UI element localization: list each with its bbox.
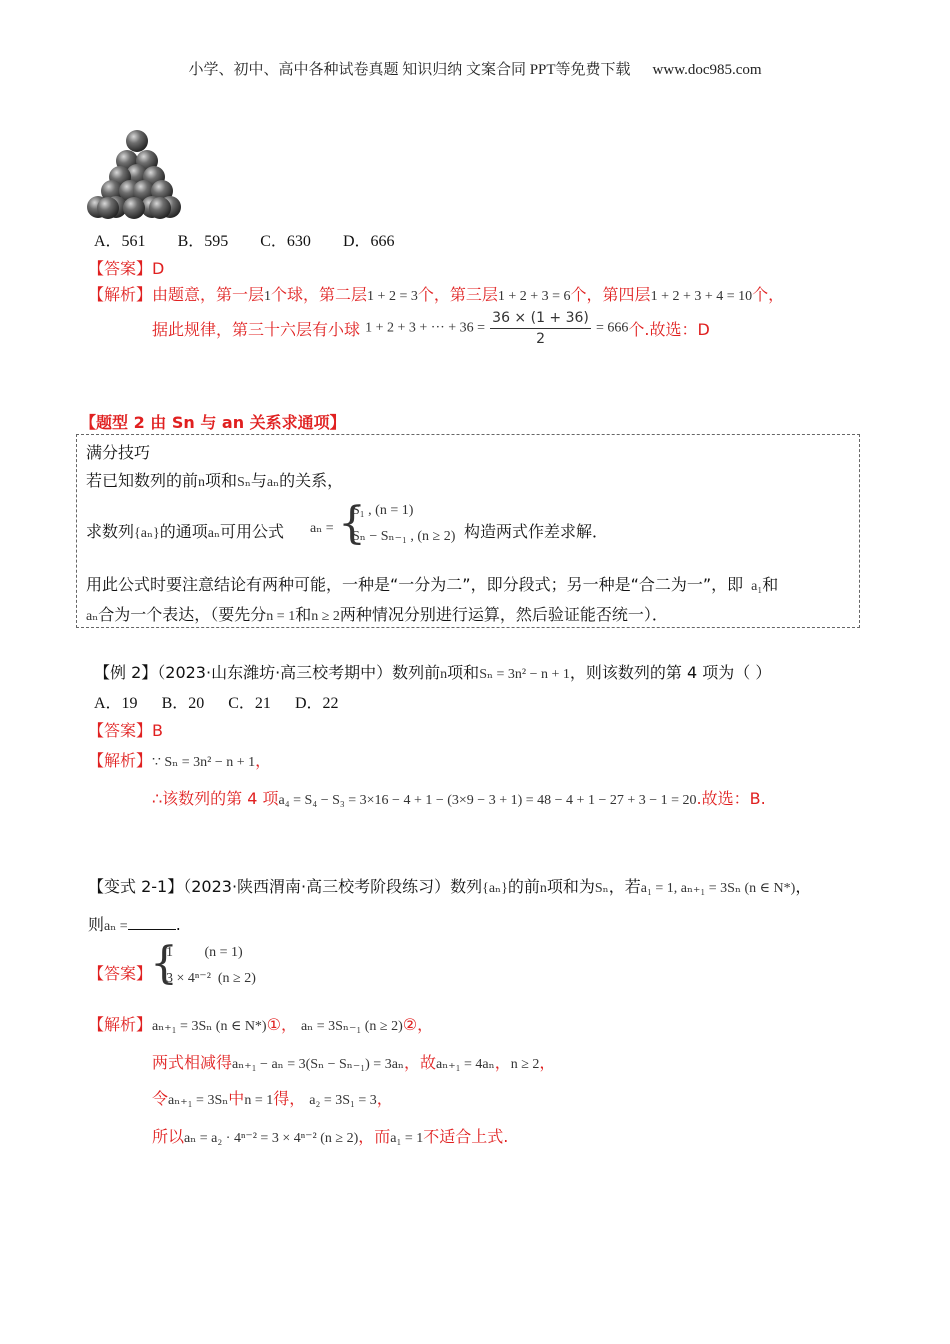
var21-text: 【变式 2-1】（2023·陕西渭南·高三校考阶段练习）数列	[88, 877, 483, 896]
q1-text: 个球，第二层	[271, 285, 368, 304]
ex2-option-c[interactable]: C．21	[228, 695, 271, 712]
tip-text: 求数列	[86, 522, 135, 541]
q1-option-b[interactable]: B．595	[177, 233, 229, 250]
ex2-analysis-line2	[152, 786, 766, 809]
q1-text: 由题意，第一层	[152, 285, 265, 304]
var21-math: aₙ₊₁ = 3Sₙ (n ∈ N*)	[152, 1019, 267, 1034]
var21-text: 得，	[273, 1089, 306, 1108]
var21-math: aₙ = a₂ · 4ⁿ⁻² = 3 × 4ⁿ⁻² (n ≥ 2)	[184, 1131, 359, 1146]
var21-text: 中	[228, 1089, 245, 1108]
q1-answer-value: D	[152, 259, 165, 278]
tip-formula-case1: S₁ , (n = 1)	[352, 503, 414, 518]
tip-line2-post: 构造两式作差求解．	[464, 522, 609, 541]
ex2-title	[94, 660, 771, 683]
ex2-text: 项和	[447, 663, 480, 682]
q1-answer	[88, 256, 164, 279]
var21-math: n ≥ 2	[510, 1057, 540, 1072]
var21-title	[88, 874, 811, 897]
tip-formula-brace: {	[338, 498, 366, 549]
var21-text: 所以	[152, 1127, 185, 1146]
q1-option-a[interactable]: A．561	[94, 233, 146, 250]
q1-math: 1 + 2 = 3	[367, 289, 418, 304]
ex2-option-b[interactable]: B．20	[161, 695, 205, 712]
q1-option-d[interactable]: D．666	[342, 233, 395, 250]
ex2-math: a₄ = S₄ − S₃ = 3×16 − 4 + 1 − (3×9 − 3 + 1) = 48 − 4 + 1 − 27 + 3 − 1 = 20	[278, 793, 697, 808]
var21-text: ，	[494, 1053, 511, 1072]
tip-text: 的关系，	[279, 471, 344, 490]
q1-text: 个，第三层	[417, 285, 498, 304]
q1-analysis-line1	[88, 282, 784, 305]
var21-text: ，	[539, 1053, 556, 1072]
q1-math: 1 + 2 + 3 = 6	[497, 289, 571, 304]
var21-text: ，	[376, 1089, 393, 1108]
tip-math: n ≥ 2	[311, 609, 340, 624]
header-site-text: 小学、初中、高中各种试卷真题 知识归纳 文案合同 PPT等免费下载	[188, 62, 631, 78]
var21-math: aₙ₊₁ − aₙ = 3(Sₙ − Sₙ₋₁) = 3aₙ	[232, 1057, 404, 1072]
tip-math: aₙ	[266, 475, 280, 490]
var21-text: 不适合上式.	[423, 1127, 509, 1146]
var21-math: n	[539, 881, 547, 896]
var21-math: {aₙ}	[482, 881, 508, 896]
var21-math: aₙ₊₁ = 4aₙ	[435, 1057, 495, 1072]
var21-answer-case1: 1 (n = 1)	[166, 945, 243, 960]
var21-answer-brace: {	[150, 938, 178, 989]
tip-text: 用此公式时要注意结论有两种可能，一种是“一分为二”，即分段式；另一种是“合二为一”，即	[86, 575, 744, 594]
var21-text: 项和为	[546, 877, 595, 896]
q1-text: 个，	[752, 285, 785, 304]
var21-math: a₁ = 1, aₙ₊₁ = 3Sₙ (n ∈ N*)	[640, 881, 796, 896]
tip-text: 若已知数列的前	[86, 471, 199, 490]
q1-analysis-label: 【解析】	[88, 285, 153, 304]
q1-options	[94, 228, 395, 251]
q1-text: 个，第四层	[570, 285, 651, 304]
ex2-answer-label: 【答案】	[88, 721, 153, 740]
q1-text: 个.故选：D	[628, 320, 710, 339]
sphere-ball	[126, 130, 148, 152]
fraction-numerator: 36 × (1 + 36)	[490, 310, 591, 329]
ex2-math: n	[440, 667, 448, 682]
tip-text: 和	[762, 575, 779, 594]
q1-math: 1	[264, 289, 272, 304]
tip-text: 两种情况分别进行运算，然后验证能否统一）．	[339, 605, 668, 624]
var21-math: a₂ = 3S₁ = 3	[309, 1093, 377, 1108]
ex2-answer	[88, 718, 163, 741]
q1-text: 据此规律，第三十六层有小球	[152, 320, 361, 339]
var21-analysis-line2	[152, 1050, 555, 1073]
var21-text: 令	[152, 1089, 169, 1108]
var21-math: a₁ = 1	[390, 1131, 424, 1146]
page-header	[0, 58, 950, 79]
var21-text: ②，	[402, 1015, 434, 1034]
tip-text: 合为一个表达，（要先分	[98, 605, 267, 624]
ex2-math: ∵ Sₙ = 3n² − n + 1	[152, 755, 256, 770]
ex2-option-d[interactable]: D．22	[294, 695, 339, 712]
answer-blank[interactable]	[128, 915, 176, 930]
var21-math: n = 1	[244, 1093, 274, 1108]
tip-text: 项和	[205, 471, 238, 490]
var21-text: ，	[795, 877, 812, 896]
q1-fraction	[490, 310, 591, 347]
tip-text: 和	[295, 605, 312, 624]
tip-formula-case2: Sₙ − Sₙ₋₁ , (n ≥ 2)	[352, 529, 456, 544]
sphere-ball	[149, 197, 171, 219]
tip-text: 与	[250, 471, 267, 490]
ex2-options	[94, 690, 339, 713]
var21-analysis-label: 【解析】	[88, 1015, 153, 1034]
var21-text: 则	[88, 915, 105, 934]
fraction-denominator: 2	[536, 331, 545, 347]
q1-math: 1 + 2 + 3 + ··· + 36 =	[365, 320, 486, 336]
ex2-text: ，	[255, 751, 272, 770]
var21-analysis-line1	[88, 1012, 433, 1035]
var21-answer-label: 【答案】	[88, 964, 153, 983]
var21-text: ，若	[608, 877, 641, 896]
tip-math: a₁	[751, 579, 763, 594]
sphere-pyramid-figure	[84, 128, 190, 224]
sphere-ball	[97, 197, 119, 219]
ex2-analysis-line1	[88, 748, 271, 771]
tip-line3	[86, 572, 778, 595]
q1-math: 1 + 2 + 3 + 4 = 10	[650, 289, 753, 304]
sphere-ball	[123, 197, 145, 219]
tip-math: {aₙ}	[134, 526, 160, 541]
var21-text: ，故	[403, 1053, 436, 1072]
tip-line2	[86, 519, 284, 542]
var21-math: aₙ₊₁ = 3Sₙ	[168, 1093, 229, 1108]
ex2-text: .故选：B.	[696, 789, 766, 808]
ex2-answer-value: B	[152, 721, 163, 740]
q1-option-c[interactable]: C．630	[260, 233, 311, 250]
var21-text: ①，	[266, 1015, 297, 1034]
q1-math: = 666	[596, 320, 629, 336]
ex2-text: ∴该数列的第 4 项	[152, 789, 279, 808]
q1-analysis-line2	[152, 310, 710, 347]
ex2-text: ，则该数列的第 4 项为（ ）	[569, 663, 772, 682]
type2-title: 【题型 2 由 Sn 与 an 关系求通项】	[80, 413, 346, 432]
tip-title: 满分技巧	[86, 443, 151, 462]
tip-math: n	[198, 475, 206, 490]
tip-formula-lhs: aₙ =	[310, 521, 334, 536]
tip-math: n = 1	[266, 609, 296, 624]
var21-math: aₙ = 3Sₙ₋₁ (n ≥ 2)	[300, 1019, 403, 1034]
tip-line4	[86, 602, 668, 625]
q1-answer-label: 【答案】	[88, 259, 153, 278]
tip-text: 可用公式	[220, 522, 285, 541]
tip-line1	[86, 468, 343, 491]
tip-math: Sₙ	[237, 475, 251, 490]
tip-math: aₙ	[207, 526, 221, 541]
var21-analysis-line4	[152, 1124, 508, 1147]
var21-text: ，而	[358, 1127, 391, 1146]
ex2-math: Sₙ = 3n² − n + 1	[479, 667, 570, 682]
ex2-text: 【例 2】（2023·山东潍坊·高三校考期中）数列前	[94, 663, 441, 682]
var21-math: aₙ =	[104, 919, 128, 934]
var21-answer-case2: 3 × 4ⁿ⁻² (n ≥ 2)	[166, 971, 256, 986]
var21-math: Sₙ	[594, 881, 609, 896]
var21-analysis-line3	[152, 1086, 393, 1109]
var21-text: .	[175, 915, 181, 934]
ex2-analysis-label: 【解析】	[88, 751, 153, 770]
var21-line2	[88, 912, 181, 935]
header-url: www.doc985.com	[652, 62, 762, 78]
var21-text: 的前	[507, 877, 540, 896]
tip-text: 的通项	[159, 522, 208, 541]
var21-text: 两式相减得	[152, 1053, 233, 1072]
ex2-option-a[interactable]: A．19	[94, 695, 138, 712]
tip-math: aₙ	[86, 609, 99, 624]
